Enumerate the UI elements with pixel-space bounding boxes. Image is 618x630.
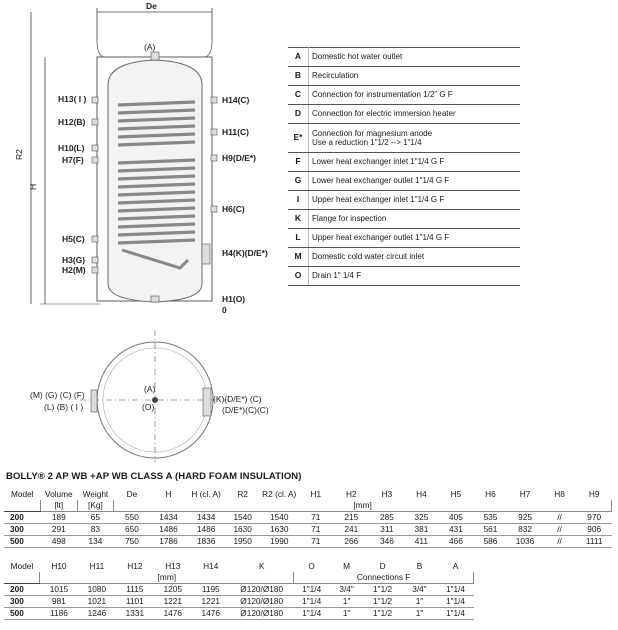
- table-row: 300 291 83 650 1486 1486 1630 1630 71 241 311 381 431 561 832 // 906: [4, 524, 612, 536]
- dimensions-table-1: [4, 489, 612, 548]
- dim-de-label: De: [146, 1, 157, 11]
- legend-row: L Upper heat exchanger outlet 1"1/4 G F: [288, 229, 520, 248]
- label-h6: H6(C): [222, 204, 245, 214]
- legend-row: G Lower heat exchanger outlet 1"1/4 G F: [288, 172, 520, 191]
- dimensions-table-2: [4, 561, 474, 620]
- legend-row: I Upper heat exchanger inlet 1"1/4 G F: [288, 191, 520, 210]
- top-view-right-row1: (K)(D/E*) (C): [213, 394, 262, 404]
- label-h5: H5(C): [62, 234, 85, 244]
- label-h4: H4(K)(D/E*): [222, 248, 268, 258]
- legend-row: O Drain 1" 1/4 F: [288, 267, 520, 286]
- dim-r2-label: R2: [14, 149, 24, 160]
- label-h7: H7(F): [62, 155, 84, 165]
- legend-row: B Recirculation: [288, 67, 520, 86]
- label-h9: H9(D/E*): [222, 153, 257, 163]
- label-h1: H1(O): [222, 294, 246, 304]
- legend-row: C Connection for instrumentation 1/2" G F: [288, 86, 520, 105]
- table-row: 300 981 1021 1101 1221 1221 Ø120/Ø180 1"1/4 1" 1"1/2 1" 1"1/4: [4, 596, 474, 608]
- legend-row: E* Connection for magnesium anode Use a reduction 1"1/2 --> 1"1/4: [288, 124, 520, 153]
- table-header-row: Model H10 H11 H12 H13 H14 K O M D B A: [10, 561, 459, 571]
- table-unit-row: [lt] [Kg] [mm]: [4, 500, 612, 512]
- table-row: 500 1186 1246 1331 1476 1476 Ø120/Ø180 1"1/4 1" 1"1/2 1" 1"1/4: [4, 608, 474, 620]
- table-row: 200 1015 1080 1115 1205 1195 Ø120/Ø180 1"1/4 3/4" 1"1/2 3/4" 1"1/4: [4, 584, 474, 596]
- legend-row: M Domestic cold water circuit inlet: [288, 248, 520, 267]
- tank-technical-drawing: [0, 0, 285, 462]
- table-row: 500 498 134 750 1786 1836 1950 1990 71 266 346 411 466 586 1036 // 1111: [4, 536, 612, 548]
- connections-legend: [288, 47, 520, 286]
- top-view-right-row2: (D/E*)(C)(C): [222, 405, 269, 415]
- dim-h-label: H: [28, 183, 38, 190]
- label-h13: H13( I ): [58, 94, 87, 104]
- table-header-row: Model Volume Weight De H H (cl. A) R2 R2 (cl. A) H1 H2 H3 H4 H5 H6 H7 H8 H9: [10, 489, 600, 499]
- label-h10: H10(L): [58, 143, 85, 153]
- tank-top-view: [80, 330, 228, 462]
- label-h2: H2(M): [62, 265, 86, 275]
- label-h12: H12(B): [58, 117, 86, 127]
- table-row: 200 189 65 550 1434 1434 1540 1540 71 215 285 325 405 535 925 // 970: [4, 512, 612, 524]
- label-h11: H11(C): [222, 127, 249, 137]
- label-h14: H14(C): [222, 95, 250, 105]
- label-zero: 0: [222, 305, 227, 315]
- legend-row: D Connection for electric immersion heater: [288, 105, 520, 124]
- table-unit-row: [mm] Connections F: [4, 572, 474, 584]
- top-view-o-label: (O): [142, 402, 155, 412]
- top-view-left-row1: (M) (G) (C) (F): [30, 390, 85, 400]
- side-view-a-label: (A): [144, 42, 156, 52]
- legend-row: F Lower heat exchanger inlet 1"1/4 G F: [288, 153, 520, 172]
- legend-row: A Domestic hot water outlet: [288, 48, 520, 67]
- legend-row: K Flange for inspection: [288, 210, 520, 229]
- table-title: BOLLY® 2 AP WB +AP WB CLASS A (HARD FOAM INSULATION): [6, 471, 302, 482]
- top-view-left-row2: (L) (B) ( I ): [44, 402, 84, 412]
- top-view-a-label: (A): [144, 384, 156, 394]
- label-h3: H3(G): [62, 255, 86, 265]
